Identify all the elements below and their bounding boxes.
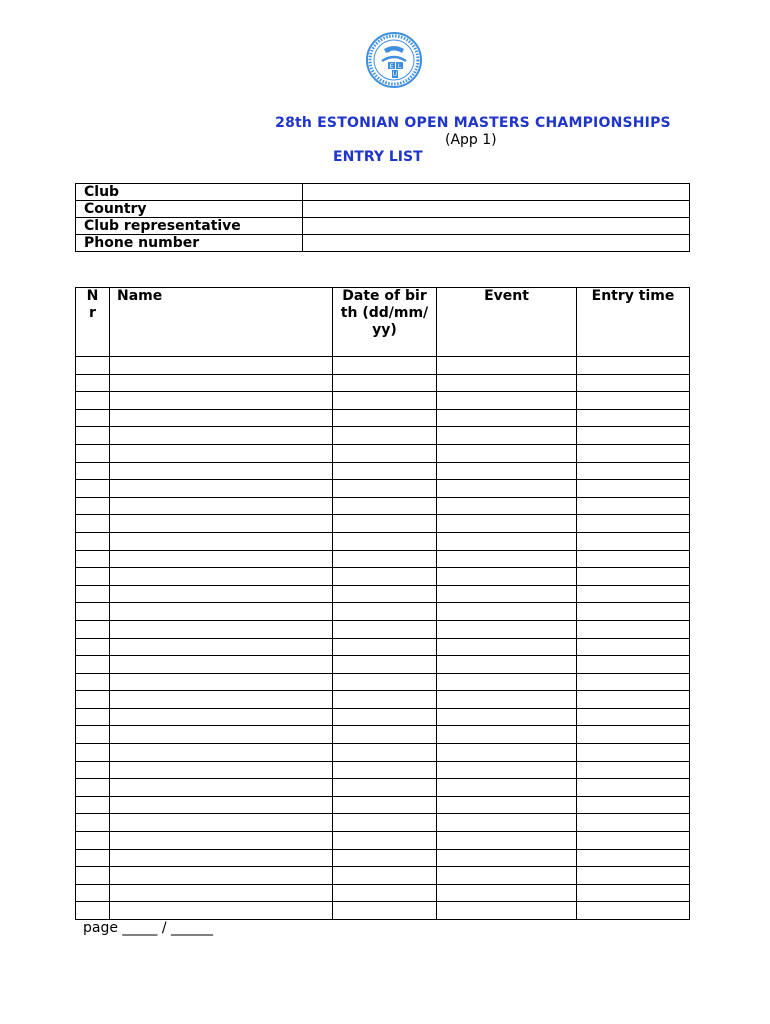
entry-name-cell[interactable] bbox=[110, 532, 333, 550]
entry-event-cell[interactable] bbox=[437, 814, 577, 832]
entry-dob-cell[interactable] bbox=[333, 849, 437, 867]
table-row bbox=[76, 480, 690, 498]
entry-time-cell[interactable] bbox=[577, 849, 690, 867]
entry-time-cell[interactable] bbox=[577, 357, 690, 375]
entry-dob-cell[interactable] bbox=[333, 814, 437, 832]
entry-list-heading: ENTRY LIST bbox=[333, 149, 423, 165]
entry-dob-cell[interactable] bbox=[333, 902, 437, 920]
entry-name-cell[interactable] bbox=[110, 673, 333, 691]
table-row bbox=[76, 638, 690, 656]
entry-nr-cell[interactable] bbox=[76, 532, 110, 550]
col-dob-header bbox=[333, 288, 437, 357]
entry-dob-cell[interactable] bbox=[333, 638, 437, 656]
representative-field[interactable] bbox=[303, 218, 690, 235]
entry-time-cell[interactable] bbox=[577, 796, 690, 814]
table-row bbox=[76, 444, 690, 462]
entry-nr-cell[interactable] bbox=[76, 392, 110, 410]
entry-nr-cell[interactable] bbox=[76, 638, 110, 656]
entry-event-cell[interactable] bbox=[437, 691, 577, 709]
entry-name-cell[interactable] bbox=[110, 638, 333, 656]
entry-nr-cell[interactable] bbox=[76, 744, 110, 762]
table-row bbox=[76, 708, 690, 726]
entry-name-cell[interactable] bbox=[110, 550, 333, 568]
entry-nr-cell[interactable] bbox=[76, 779, 110, 797]
entry-time-cell[interactable] bbox=[577, 814, 690, 832]
entry-nr-cell[interactable] bbox=[76, 374, 110, 392]
entry-event-cell[interactable] bbox=[437, 462, 577, 480]
entry-event-cell[interactable] bbox=[437, 761, 577, 779]
entry-dob-cell[interactable] bbox=[333, 427, 437, 445]
entry-event-cell[interactable] bbox=[437, 480, 577, 498]
entry-time-cell[interactable] bbox=[577, 884, 690, 902]
entry-time-cell[interactable] bbox=[577, 673, 690, 691]
entry-name-cell[interactable] bbox=[110, 444, 333, 462]
table-row bbox=[76, 726, 690, 744]
entry-nr-cell[interactable] bbox=[76, 691, 110, 709]
entry-name-cell[interactable] bbox=[110, 726, 333, 744]
entry-dob-cell[interactable] bbox=[333, 603, 437, 621]
entry-dob-cell[interactable] bbox=[333, 392, 437, 410]
entry-name-cell[interactable] bbox=[110, 497, 333, 515]
entry-dob-cell[interactable] bbox=[333, 444, 437, 462]
entry-event-cell[interactable] bbox=[437, 726, 577, 744]
entry-dob-cell[interactable] bbox=[333, 568, 437, 586]
page-counter: page _____ / ______ bbox=[83, 920, 214, 936]
entry-time-cell[interactable] bbox=[577, 462, 690, 480]
entry-name-cell[interactable] bbox=[110, 691, 333, 709]
table-row bbox=[76, 497, 690, 515]
entry-name-cell[interactable] bbox=[110, 902, 333, 920]
entry-event-cell[interactable] bbox=[437, 585, 577, 603]
entry-dob-cell[interactable] bbox=[333, 832, 437, 850]
entry-dob-cell[interactable] bbox=[333, 726, 437, 744]
table-row bbox=[76, 620, 690, 638]
entry-nr-cell[interactable] bbox=[76, 902, 110, 920]
entry-dob-cell[interactable] bbox=[333, 691, 437, 709]
entry-name-cell[interactable] bbox=[110, 620, 333, 638]
phone-field[interactable] bbox=[303, 235, 690, 252]
entry-dob-cell[interactable] bbox=[333, 796, 437, 814]
entry-event-cell[interactable] bbox=[437, 515, 577, 533]
table-row bbox=[76, 374, 690, 392]
entry-time-cell[interactable] bbox=[577, 497, 690, 515]
representative-row bbox=[76, 218, 690, 235]
entry-event-cell[interactable] bbox=[437, 444, 577, 462]
table-row bbox=[76, 515, 690, 533]
entry-nr-cell[interactable] bbox=[76, 708, 110, 726]
entry-name-cell[interactable] bbox=[110, 796, 333, 814]
col-event-header: Event bbox=[437, 288, 577, 357]
entry-nr-cell[interactable] bbox=[76, 849, 110, 867]
table-row bbox=[76, 761, 690, 779]
svg-text:L: L bbox=[397, 63, 402, 70]
entry-event-cell[interactable] bbox=[437, 427, 577, 445]
entry-time-cell[interactable] bbox=[577, 902, 690, 920]
table-row bbox=[76, 409, 690, 427]
entry-dob-cell[interactable] bbox=[333, 374, 437, 392]
col-dob-label: Date of birth (dd/mm/yy) bbox=[340, 288, 429, 338]
table-row bbox=[76, 532, 690, 550]
entry-nr-cell[interactable] bbox=[76, 427, 110, 445]
entry-time-cell[interactable] bbox=[577, 761, 690, 779]
svg-text:U: U bbox=[392, 71, 398, 78]
table-row bbox=[76, 849, 690, 867]
table-row bbox=[76, 603, 690, 621]
entry-nr-cell[interactable] bbox=[76, 832, 110, 850]
entry-name-cell[interactable] bbox=[110, 708, 333, 726]
entry-nr-cell[interactable] bbox=[76, 480, 110, 498]
entry-dob-cell[interactable] bbox=[333, 585, 437, 603]
col-nr-header bbox=[76, 288, 110, 357]
entry-event-cell[interactable] bbox=[437, 357, 577, 375]
col-nr-label: N r bbox=[86, 288, 99, 321]
entry-dob-cell[interactable] bbox=[333, 620, 437, 638]
entry-name-cell[interactable] bbox=[110, 849, 333, 867]
entry-event-cell[interactable] bbox=[437, 832, 577, 850]
country-label: Country bbox=[76, 201, 303, 218]
entry-event-cell[interactable] bbox=[437, 568, 577, 586]
entry-name-cell[interactable] bbox=[110, 603, 333, 621]
appendix-label: (App 1) bbox=[445, 132, 497, 148]
table-row bbox=[76, 357, 690, 375]
entry-nr-cell[interactable] bbox=[76, 568, 110, 586]
entry-name-cell[interactable] bbox=[110, 462, 333, 480]
entry-nr-cell[interactable] bbox=[76, 620, 110, 638]
entry-time-cell[interactable] bbox=[577, 568, 690, 586]
entry-time-cell[interactable] bbox=[577, 620, 690, 638]
entry-dob-cell[interactable] bbox=[333, 761, 437, 779]
table-row bbox=[76, 902, 690, 920]
entry-dob-cell[interactable] bbox=[333, 409, 437, 427]
entry-name-cell[interactable] bbox=[110, 744, 333, 762]
entry-time-cell[interactable] bbox=[577, 779, 690, 797]
club-field[interactable] bbox=[303, 184, 690, 201]
entry-nr-cell[interactable] bbox=[76, 444, 110, 462]
entry-event-cell[interactable] bbox=[437, 603, 577, 621]
table-row bbox=[76, 832, 690, 850]
entry-event-cell[interactable] bbox=[437, 779, 577, 797]
entry-name-cell[interactable] bbox=[110, 656, 333, 674]
entry-nr-cell[interactable] bbox=[76, 656, 110, 674]
table-row bbox=[76, 796, 690, 814]
entry-event-cell[interactable] bbox=[437, 744, 577, 762]
entry-dob-cell[interactable] bbox=[333, 656, 437, 674]
entry-nr-cell[interactable] bbox=[76, 497, 110, 515]
entry-time-cell[interactable] bbox=[577, 691, 690, 709]
entry-dob-cell[interactable] bbox=[333, 867, 437, 885]
country-field[interactable] bbox=[303, 201, 690, 218]
table-row bbox=[76, 867, 690, 885]
entry-name-cell[interactable] bbox=[110, 392, 333, 410]
entries-header-row bbox=[76, 288, 690, 357]
entry-event-cell[interactable] bbox=[437, 392, 577, 410]
entry-event-cell[interactable] bbox=[437, 796, 577, 814]
entry-nr-cell[interactable] bbox=[76, 726, 110, 744]
table-row bbox=[76, 585, 690, 603]
entry-time-cell[interactable] bbox=[577, 409, 690, 427]
table-row bbox=[76, 814, 690, 832]
entry-nr-cell[interactable] bbox=[76, 814, 110, 832]
entry-name-cell[interactable] bbox=[110, 779, 333, 797]
entry-nr-cell[interactable] bbox=[76, 884, 110, 902]
entry-name-cell[interactable] bbox=[110, 515, 333, 533]
entries-table bbox=[75, 287, 690, 920]
championship-title: 28th ESTONIAN OPEN MASTERS CHAMPIONSHIPS bbox=[275, 115, 671, 131]
entry-time-cell[interactable] bbox=[577, 392, 690, 410]
entry-name-cell[interactable] bbox=[110, 814, 333, 832]
table-row bbox=[76, 550, 690, 568]
entry-nr-cell[interactable] bbox=[76, 515, 110, 533]
table-row bbox=[76, 568, 690, 586]
entry-name-cell[interactable] bbox=[110, 867, 333, 885]
federation-logo-icon bbox=[362, 31, 426, 89]
entry-time-cell[interactable] bbox=[577, 550, 690, 568]
entry-dob-cell[interactable] bbox=[333, 462, 437, 480]
entry-name-cell[interactable] bbox=[110, 357, 333, 375]
club-info-table bbox=[75, 183, 690, 252]
entry-nr-cell[interactable] bbox=[76, 550, 110, 568]
entry-event-cell[interactable] bbox=[437, 656, 577, 674]
entry-event-cell[interactable] bbox=[437, 867, 577, 885]
table-row bbox=[76, 673, 690, 691]
entry-time-cell[interactable] bbox=[577, 656, 690, 674]
table-row bbox=[76, 691, 690, 709]
entry-nr-cell[interactable] bbox=[76, 462, 110, 480]
entry-time-cell[interactable] bbox=[577, 744, 690, 762]
entry-event-cell[interactable] bbox=[437, 638, 577, 656]
representative-label: Club representative bbox=[76, 218, 303, 235]
phone-row bbox=[76, 235, 690, 252]
entry-event-cell[interactable] bbox=[437, 849, 577, 867]
entry-time-cell[interactable] bbox=[577, 867, 690, 885]
table-row bbox=[76, 392, 690, 410]
entry-name-cell[interactable] bbox=[110, 761, 333, 779]
entry-dob-cell[interactable] bbox=[333, 550, 437, 568]
entry-event-cell[interactable] bbox=[437, 550, 577, 568]
entry-name-cell[interactable] bbox=[110, 832, 333, 850]
col-name-header: Name bbox=[110, 288, 333, 357]
table-row bbox=[76, 779, 690, 797]
entry-time-cell[interactable] bbox=[577, 515, 690, 533]
entry-dob-cell[interactable] bbox=[333, 708, 437, 726]
entry-dob-cell[interactable] bbox=[333, 884, 437, 902]
entry-dob-cell[interactable] bbox=[333, 357, 437, 375]
col-time-header: Entry time bbox=[577, 288, 690, 357]
entry-time-cell[interactable] bbox=[577, 480, 690, 498]
entry-nr-cell[interactable] bbox=[76, 409, 110, 427]
club-label: Club bbox=[76, 184, 303, 201]
entry-nr-cell[interactable] bbox=[76, 603, 110, 621]
entry-nr-cell[interactable] bbox=[76, 867, 110, 885]
entry-event-cell[interactable] bbox=[437, 532, 577, 550]
entry-name-cell[interactable] bbox=[110, 409, 333, 427]
entry-dob-cell[interactable] bbox=[333, 497, 437, 515]
entry-name-cell[interactable] bbox=[110, 374, 333, 392]
entry-dob-cell[interactable] bbox=[333, 779, 437, 797]
entry-event-cell[interactable] bbox=[437, 708, 577, 726]
table-row bbox=[76, 462, 690, 480]
phone-label: Phone number bbox=[76, 235, 303, 252]
entry-name-cell[interactable] bbox=[110, 568, 333, 586]
entry-time-cell[interactable] bbox=[577, 603, 690, 621]
entry-time-cell[interactable] bbox=[577, 427, 690, 445]
country-row bbox=[76, 201, 690, 218]
entry-time-cell[interactable] bbox=[577, 444, 690, 462]
club-row bbox=[76, 184, 690, 201]
entry-nr-cell[interactable] bbox=[76, 673, 110, 691]
entry-dob-cell[interactable] bbox=[333, 480, 437, 498]
entry-time-cell[interactable] bbox=[577, 532, 690, 550]
entry-event-cell[interactable] bbox=[437, 620, 577, 638]
entry-time-cell[interactable] bbox=[577, 638, 690, 656]
entry-dob-cell[interactable] bbox=[333, 515, 437, 533]
svg-text:E: E bbox=[389, 63, 394, 70]
entry-name-cell[interactable] bbox=[110, 480, 333, 498]
entry-time-cell[interactable] bbox=[577, 726, 690, 744]
entry-dob-cell[interactable] bbox=[333, 673, 437, 691]
table-row bbox=[76, 427, 690, 445]
entry-dob-cell[interactable] bbox=[333, 532, 437, 550]
entry-time-cell[interactable] bbox=[577, 585, 690, 603]
entry-event-cell[interactable] bbox=[437, 673, 577, 691]
entry-nr-cell[interactable] bbox=[76, 796, 110, 814]
entry-event-cell[interactable] bbox=[437, 374, 577, 392]
table-row bbox=[76, 656, 690, 674]
entry-nr-cell[interactable] bbox=[76, 761, 110, 779]
table-row bbox=[76, 884, 690, 902]
entry-name-cell[interactable] bbox=[110, 884, 333, 902]
entry-nr-cell[interactable] bbox=[76, 585, 110, 603]
entry-event-cell[interactable] bbox=[437, 884, 577, 902]
entry-nr-cell[interactable] bbox=[76, 357, 110, 375]
table-row bbox=[76, 744, 690, 762]
entry-time-cell[interactable] bbox=[577, 374, 690, 392]
entry-time-cell[interactable] bbox=[577, 708, 690, 726]
entry-event-cell[interactable] bbox=[437, 902, 577, 920]
entry-event-cell[interactable] bbox=[437, 497, 577, 515]
entry-dob-cell[interactable] bbox=[333, 744, 437, 762]
entry-name-cell[interactable] bbox=[110, 585, 333, 603]
entry-time-cell[interactable] bbox=[577, 832, 690, 850]
entry-event-cell[interactable] bbox=[437, 409, 577, 427]
entry-name-cell[interactable] bbox=[110, 427, 333, 445]
